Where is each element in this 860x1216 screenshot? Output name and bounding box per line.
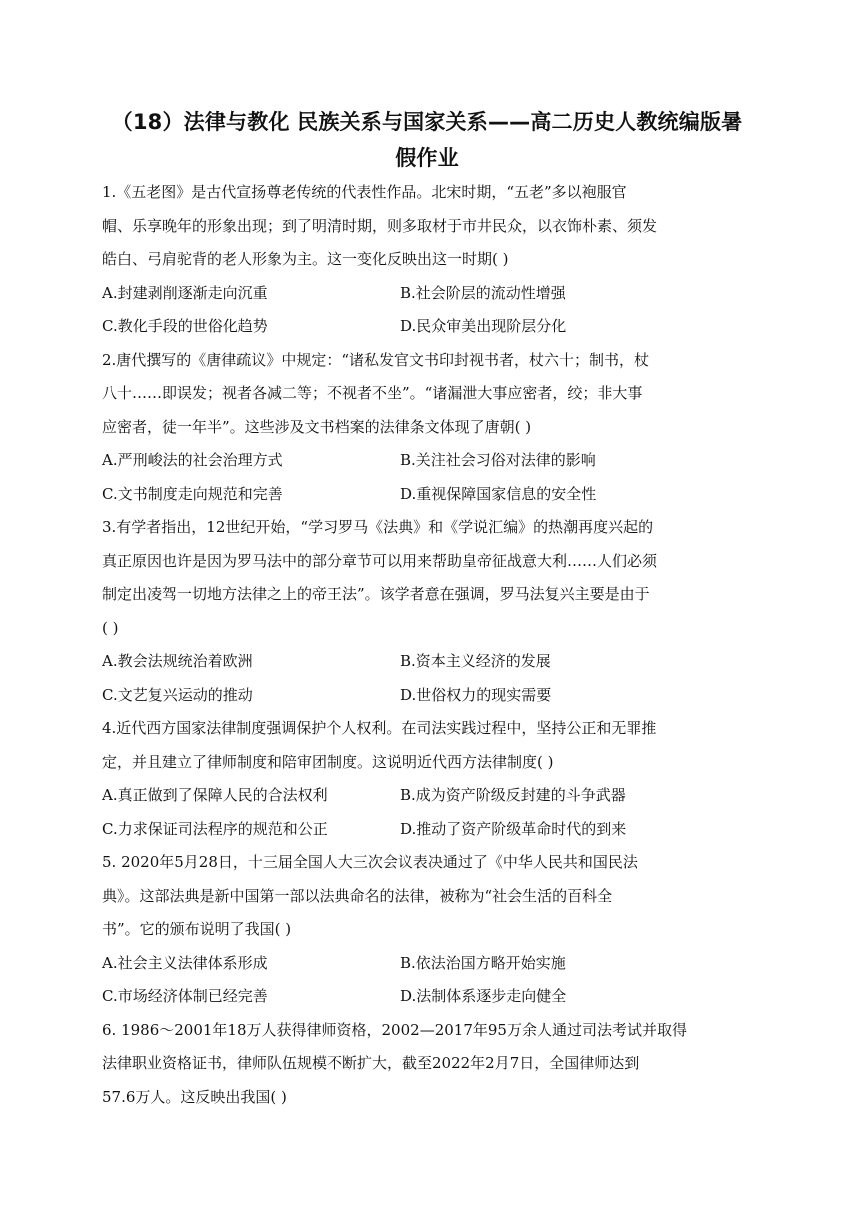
option-a: A.社会主义法律体系形成 — [102, 953, 268, 972]
stem-line: 真正原因也许是因为罗马法中的部分章节可以用来帮助皇帝征战意大利……人们必须 — [102, 551, 658, 570]
option-a: A.真正做到了保障人民的合法权利 — [102, 786, 328, 804]
option-c: C.力求保证司法程序的规范和公正 — [102, 819, 328, 838]
option-d: D.民众审美出现阶层分化 — [400, 317, 567, 335]
stem-line: 典》。这部法典是新中国第一部以法典命名的法律，被称为“社会生活的百科全 — [102, 886, 613, 905]
option-a: A.严刑峻法的社会治理方式 — [102, 451, 283, 469]
question-stem — [102, 176, 752, 277]
document-title — [102, 104, 752, 176]
title-line: （18）法律与教化 民族关系与国家关系——高二历史人教统编版暑 — [111, 110, 743, 134]
option-b: B.关注社会习俗对法律的影响 — [400, 451, 596, 469]
stem-line: 3.有学者指出，12世纪开始，“学习罗马《法典》和《学说汇编》的热潮再度兴起的 — [102, 518, 654, 536]
stem-line: ( ) — [102, 618, 119, 637]
question-stem — [102, 1014, 752, 1115]
question-options — [102, 277, 752, 344]
question-options — [102, 947, 752, 1014]
stem-line: 5. 2020年5月28日，十三届全国人大三次会议表决通过了《中华人民共和国民法 — [102, 853, 638, 871]
stem-line: 1.《五老图》是古代宣扬尊老传统的代表性作品。北宋时期，“五老”多以袍服官 — [102, 183, 627, 201]
stem-line: 定，并且建立了律师制度和陪审团制度。这说明近代西方法律制度( ) — [102, 752, 554, 771]
question-options — [102, 444, 752, 511]
stem-line: 应密者，徒一年半”。这些涉及文书档案的法律条文体现了唐朝( ) — [102, 417, 532, 436]
stem-line: 皓白、弓肩驼背的老人形象为主。这一变化反映出这一时期( ) — [102, 250, 509, 268]
option-d: D.法制体系逐步走向健全 — [400, 987, 567, 1005]
option-b: B.依法治国方略开始实施 — [400, 953, 566, 972]
stem-line: 57.6万人。这反映出我国( ) — [102, 1087, 287, 1106]
question-stem — [102, 511, 752, 645]
question-4 — [102, 712, 752, 846]
title-line: 假作业 — [395, 146, 459, 170]
option-b: B.资本主义经济的发展 — [400, 652, 551, 670]
option-c: C.教化手段的世俗化趋势 — [102, 317, 268, 335]
option-d: D.推动了资产阶级革命时代的到来 — [400, 819, 627, 838]
question-options — [102, 779, 752, 846]
option-b: B.社会阶层的流动性增强 — [400, 283, 566, 302]
option-c: C.文书制度走向规范和完善 — [102, 484, 283, 503]
stem-line: 6. 1986～2001年18万人获得律师资格，2002—2017年95万余人通过司法考试并取得 — [102, 1020, 687, 1039]
question-5 — [102, 846, 752, 1014]
option-a: A.教会法规统治着欧洲 — [102, 652, 253, 670]
option-a: A.封建剥削逐渐走向沉重 — [102, 283, 268, 302]
question-options — [102, 645, 752, 712]
option-c: C.文艺复兴运动的推动 — [102, 685, 253, 704]
question-3 — [102, 511, 752, 712]
stem-line: 八十……即误发；视者各减二等；不视者不坐”。“诸漏泄大事应密者，绞；非大事 — [102, 384, 643, 402]
question-stem — [102, 344, 752, 445]
option-c: C.市场经济体制已经完善 — [102, 987, 268, 1005]
stem-line: 4.近代西方国家法律制度强调保护个人权利。在司法实践过程中，坚持公正和无罪推 — [102, 719, 657, 737]
document-page — [102, 104, 752, 1114]
stem-line: 书”。它的颁布说明了我国( ) — [102, 920, 292, 938]
option-d: D.世俗权力的现实需要 — [400, 685, 552, 704]
option-d: D.重视保障国家信息的安全性 — [400, 484, 597, 503]
option-b: B.成为资产阶级反封建的斗争武器 — [400, 786, 626, 804]
stem-line: 帽、乐享晚年的形象出现；到了明清时期，则多取材于市井民众，以衣饰朴素、须发 — [102, 216, 658, 235]
question-2 — [102, 344, 752, 512]
stem-line: 2.唐代撰写的《唐律疏议》中规定：“诸私发官文书印封视书者，杖六十；制书，杖 — [102, 350, 649, 369]
stem-line: 制定出凌驾一切地方法律之上的帝王法”。该学者意在强调，罗马法复兴主要是由于 — [102, 585, 650, 603]
stem-line: 法律职业资格证书，律师队伍规模不断扩大，截至2022年2月7日，全国律师达到 — [102, 1054, 640, 1072]
question-stem — [102, 846, 752, 947]
question-6 — [102, 1014, 752, 1115]
question-stem — [102, 712, 752, 779]
question-1 — [102, 176, 752, 344]
